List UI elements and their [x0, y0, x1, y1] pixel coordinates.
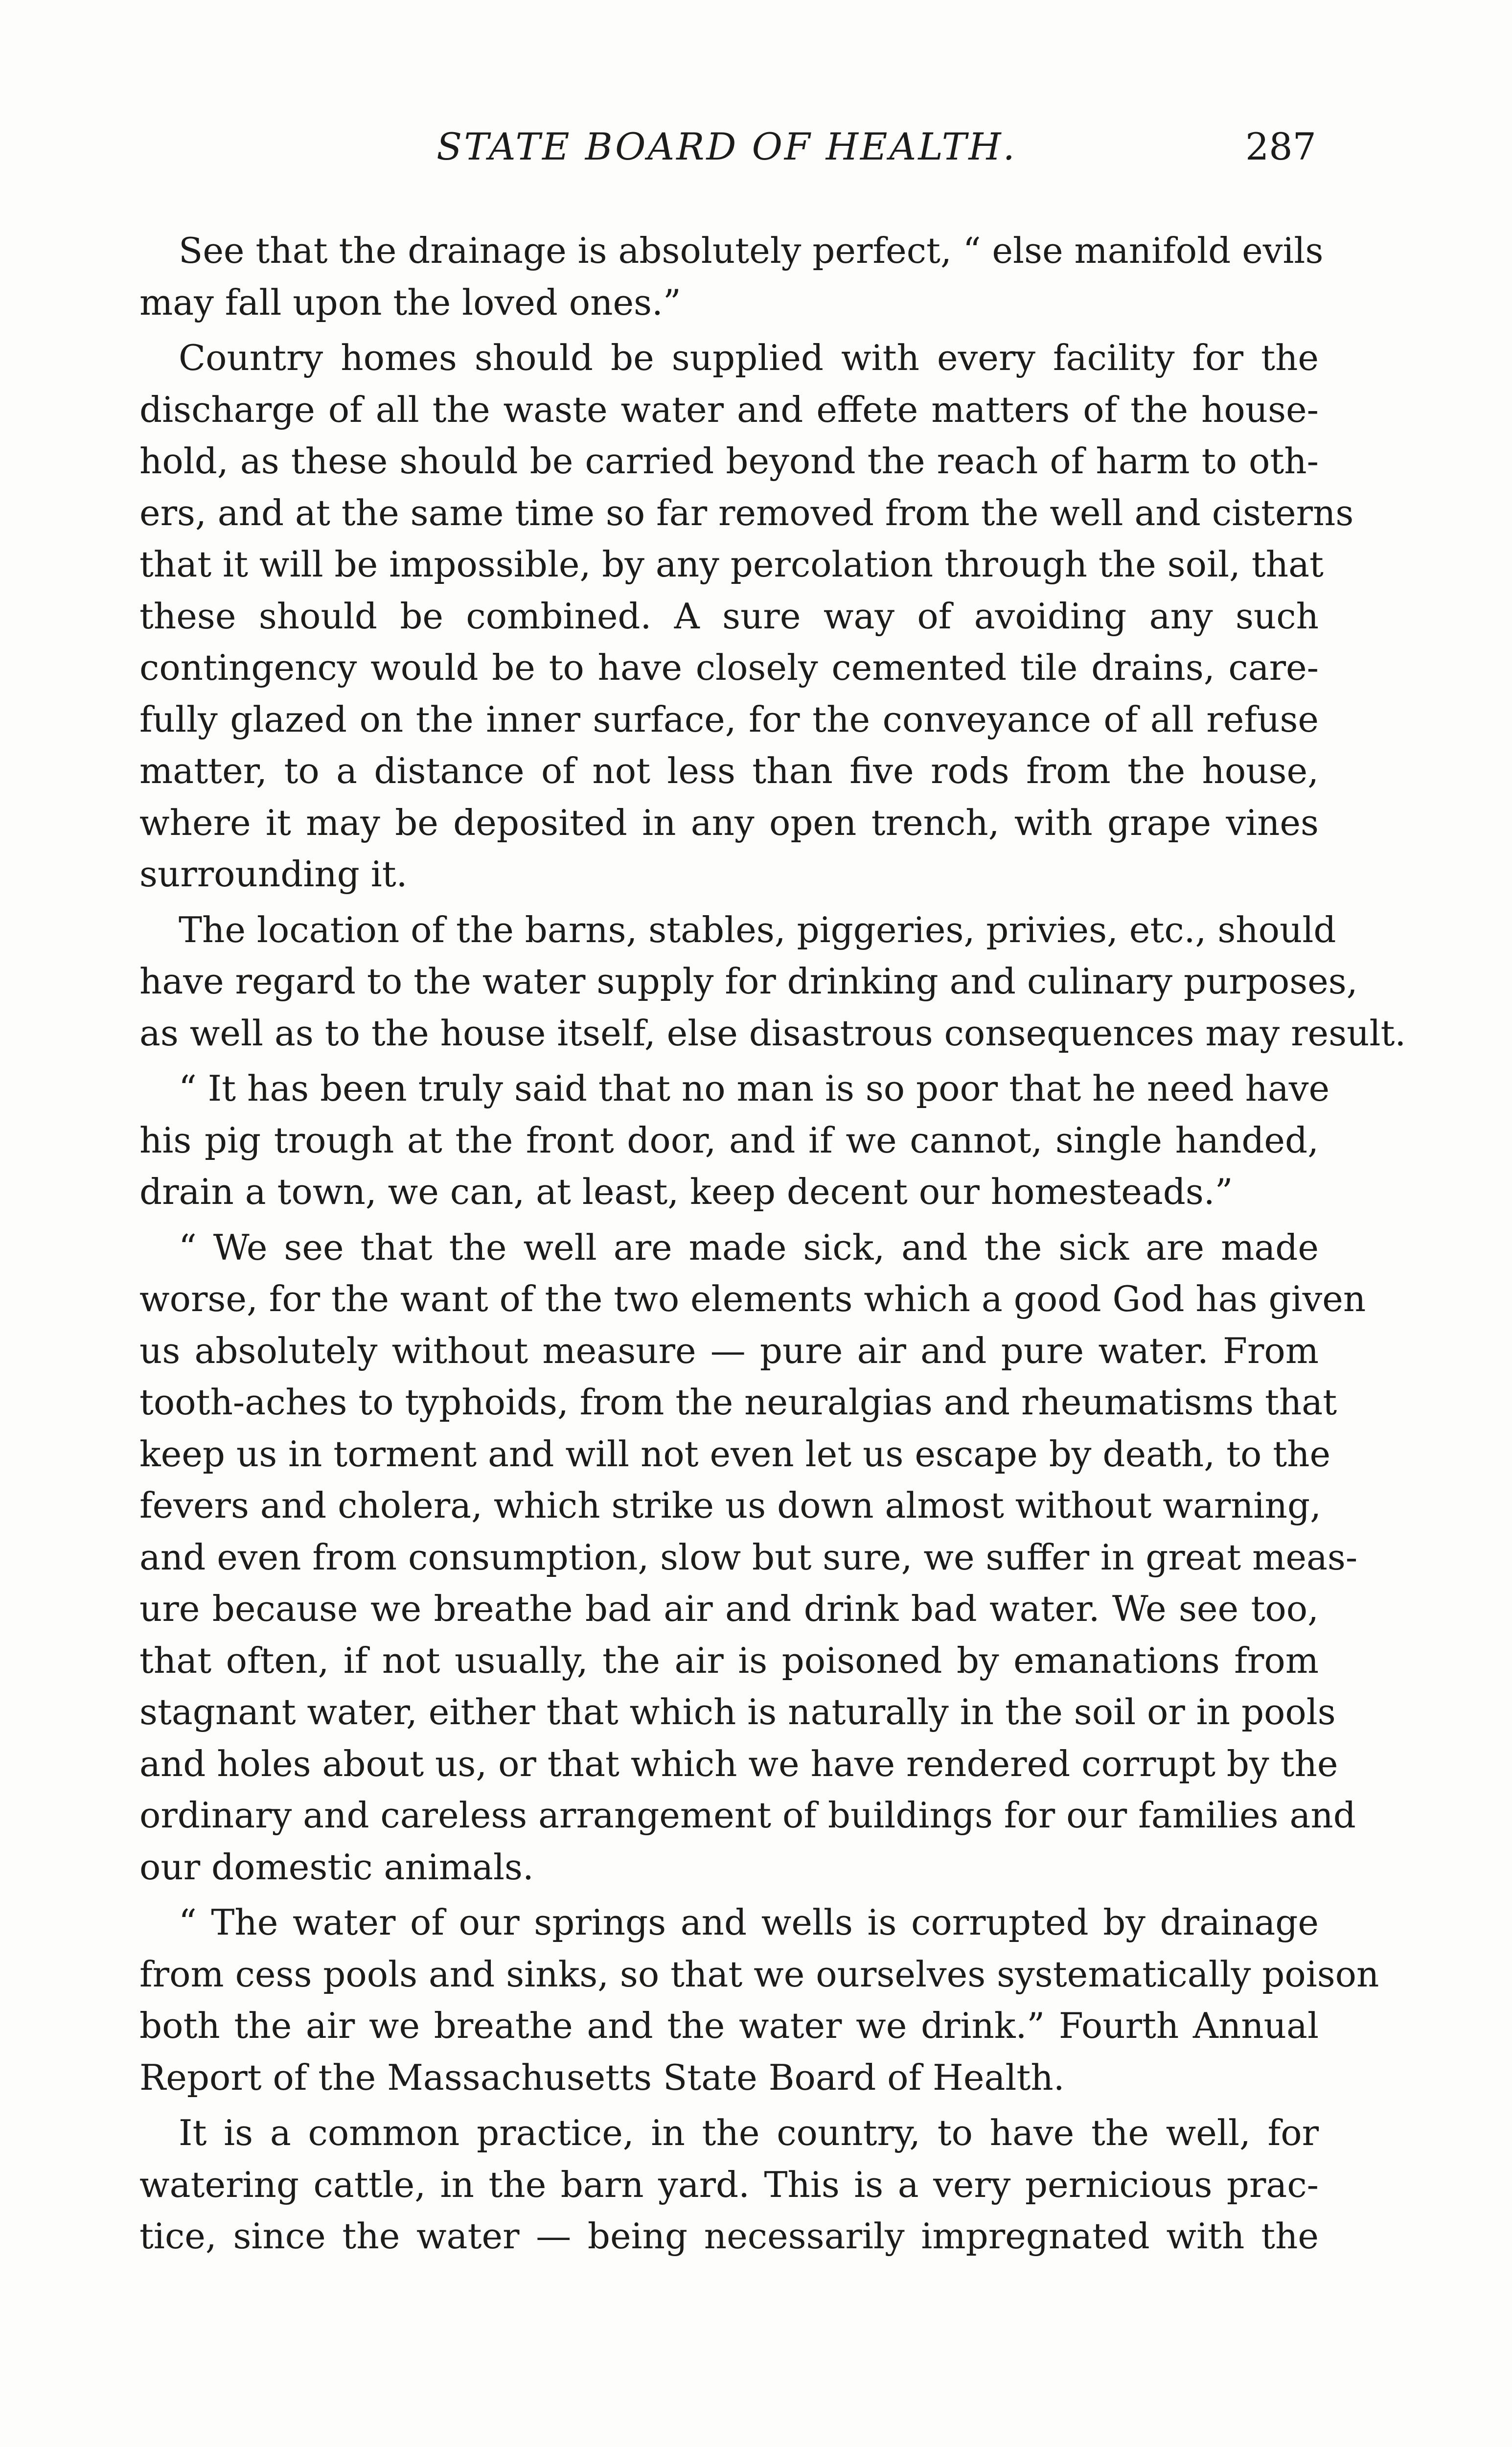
text-line: watering cattle, in the barn yard. This is a very pernicious prac- — [139, 2164, 1319, 2205]
text-line: fevers and cholera, which strike us down almost without warning, — [139, 1485, 1322, 1526]
text-line: where it may be deposited in any open trench, with grape vines — [139, 802, 1319, 843]
running-title: STATE BOARD OF HEALTH. — [436, 125, 1017, 168]
text-line: tooth-aches to typhoids, from the neuralgias and rheumatisms that — [139, 1382, 1337, 1423]
text-line: surrounding it. — [139, 854, 408, 895]
running-head — [137, 117, 1316, 176]
text-line: that it will be impossible, by any percolation through the soil, that — [139, 544, 1324, 585]
text-line: hold, as these should be carried beyond the reach of harm to oth- — [139, 440, 1319, 482]
body-text — [139, 225, 1406, 2266]
paragraph — [139, 225, 1324, 328]
paragraph — [139, 904, 1406, 1060]
text-line: may fall upon the loved ones.” — [139, 281, 681, 323]
text-line: ordinary and careless arrangement of buildings for our families and — [139, 1795, 1356, 1836]
paragraph — [139, 1222, 1366, 1893]
text-line: matter, to a distance of not less than five rods from the house, — [139, 750, 1319, 791]
paragraph — [139, 2107, 1319, 2262]
paragraph — [139, 1897, 1379, 2103]
text-line: both the air we breathe and the water we drink.” Fourth Annual — [139, 2005, 1319, 2046]
text-line: Report of the Massachusetts State Board of Health. — [139, 2056, 1065, 2098]
text-line: ure because we breathe bad air and drink bad water. We see too, — [139, 1588, 1319, 1629]
paragraph — [139, 332, 1354, 900]
text-line: See that the drainage is absolutely perfect, “ else manifold evils — [179, 230, 1324, 271]
text-line: ers, and at the same time so far removed from the well and cisterns — [139, 492, 1354, 533]
text-line: It is a common practice, in the country, to have the well, for — [179, 2112, 1319, 2153]
text-line: and even from consumption, slow but sure, we suffer in great meas- — [139, 1536, 1358, 1578]
text-line: fully glazed on the inner surface, for the conveyance of all refuse — [139, 698, 1319, 740]
text-line: stagnant water, either that which is naturally in the soil or in pools — [139, 1691, 1336, 1732]
text-line: drain a town, we can, at least, keep decent our homesteads.” — [139, 1171, 1233, 1212]
paragraph — [139, 1063, 1330, 1218]
text-line: contingency would be to have closely cemented tile drains, care- — [139, 647, 1319, 688]
text-line: his pig trough at the front door, and if we cannot, single handed, — [139, 1119, 1319, 1161]
text-line: keep us in torment and will not even let us escape by death, to the — [139, 1433, 1331, 1475]
text-line: “ We see that the well are made sick, and the sick are made — [179, 1226, 1319, 1268]
text-line: discharge of all the waste water and effete matters of the house- — [139, 389, 1319, 430]
text-line: from cess pools and sinks, so that we ourselves systematically poison — [139, 1953, 1379, 1995]
text-line: these should be combined. A sure way of avoiding any such — [139, 595, 1319, 637]
text-line: tice, since the water — being necessarily impregnated with the — [139, 2216, 1319, 2257]
text-line: Country homes should be supplied with every facility for the — [179, 337, 1319, 378]
text-line: as well as to the house itself, else disastrous consequences may result. — [139, 1012, 1406, 1054]
text-line: worse, for the want of the two elements which a good God has given — [139, 1278, 1366, 1319]
text-line: and holes about us, or that which we have rendered corrupt by the — [139, 1743, 1338, 1784]
text-line: “ It has been truly said that no man is so poor that he need have — [179, 1068, 1330, 1109]
text-line: have regard to the water supply for drinking and culinary purposes, — [139, 961, 1358, 1002]
text-line: “ The water of our springs and wells is corrupted by drainage — [179, 1902, 1319, 1943]
text-line: our domestic animals. — [139, 1846, 534, 1888]
page-number: 287 — [1245, 125, 1316, 168]
text-line: us absolutely without measure — pure air and pure water. From — [139, 1330, 1319, 1371]
text-line: The location of the barns, stables, piggeries, privies, etc., should — [179, 909, 1336, 950]
text-line: that often, if not usually, the air is poisoned by emanations from — [139, 1639, 1319, 1681]
